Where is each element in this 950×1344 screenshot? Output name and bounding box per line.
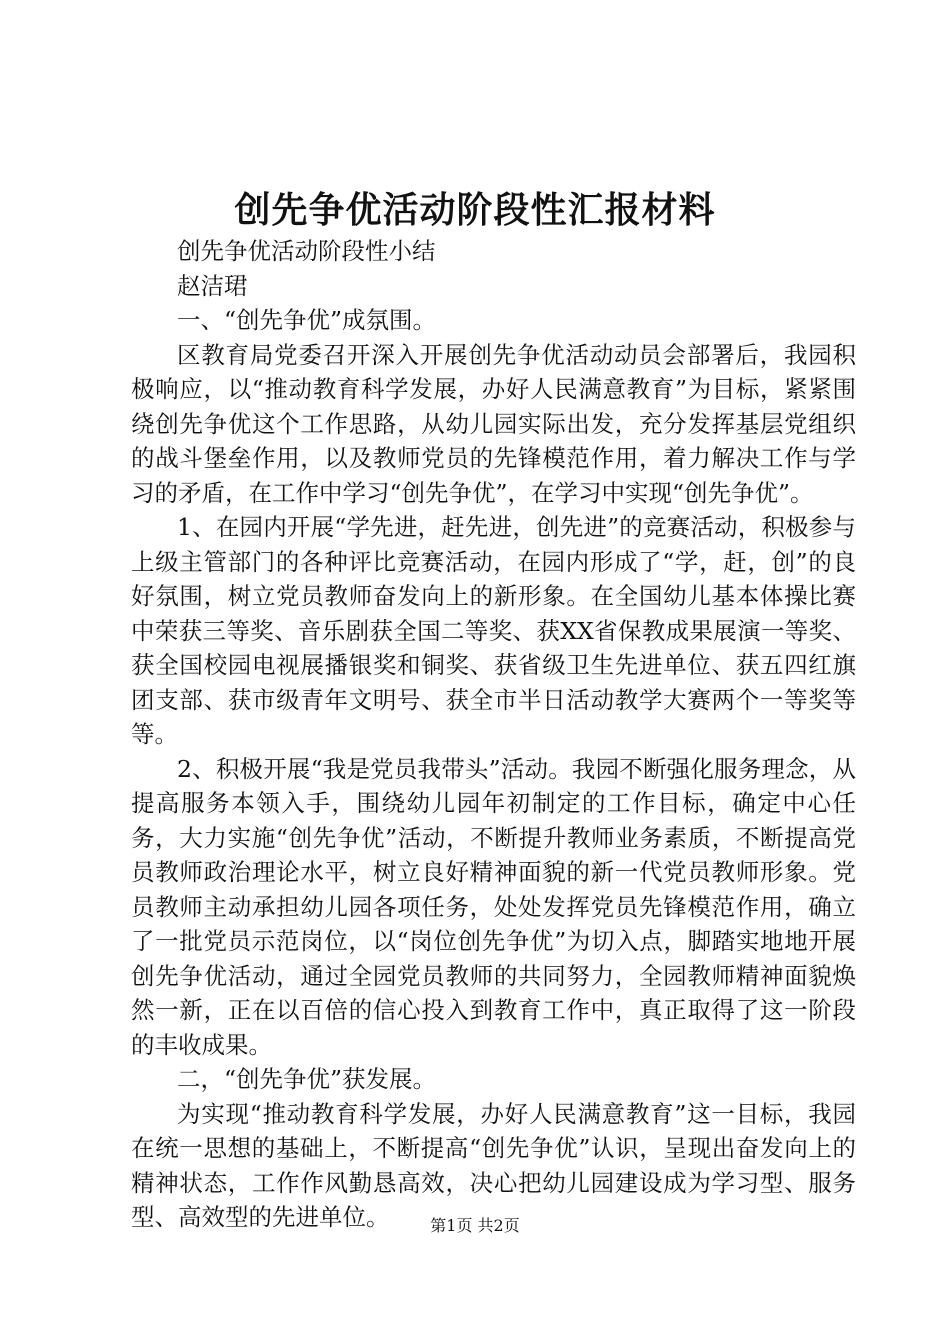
body-paragraph: 区教育局党委召开深入开展创先争优活动动员会部署后，我园积极响应，以“推动教育科学发展，办好人民满意教育”为目标，紧紧围绕创先争优这个工作思路，从幼儿园实际出发，充分发挥基层党组织的战斗堡垒作用，以及教师党员的先锋模范作用，着力解决工作与学习的矛盾，在工作中学习“创先争优”，在学习中实现“创先争优”。 [131, 340, 856, 507]
document-title: 创先争优活动阶段性汇报材料 [234, 189, 716, 231]
section-heading-2: 二，“创先争优”获发展。 [177, 1065, 437, 1093]
subtitle-paragraph: 创先争优活动阶段性小结 [177, 237, 436, 265]
document-body [131, 234, 856, 1235]
section-heading-1: 一、“创先争优”成氛围。 [177, 306, 437, 334]
body-paragraph: 为实现“推动教育科学发展，办好人民满意教育”这一目标，我园在统一思想的基础上，不断提高“创先争优”认识，呈现出奋发向上的精神状态，工作作风勤恳高效，决心把幼儿园建设成为学习型、服务型、高效型的先进单位。 [131, 1099, 856, 1231]
page-number-footer: 第1页 共2页 [430, 1216, 520, 1235]
body-paragraph: 2、积极开展“我是党员我带头”活动。我园不断强化服务理念，从提高服务本领入手，围绕幼儿园年初制定的工作目标，确定中心任务，大力实施“创先争优”活动，不断提升教师业务素质，不断提高党员教师政治理论水平，树立良好精神面貌的新一代党员教师形象。党员教师主动承担幼儿园各项任务，处处发挥党员先锋模范作用，确立了一批党员示范岗位，以“岗位创先争优”为切入点，脚踏实地地开展创先争优活动，通过全园党员教师的共同努力，全园教师精神面貌焕然一新，正在以百倍的信心投入到教育工作中，真正取得了这一阶段的丰收成果。 [131, 754, 856, 1059]
author-paragraph: 赵洁珺 [177, 271, 248, 300]
body-paragraph: 1、在园内开展“学先进，赶先进，创先进”的竞赛活动，积极参与上级主管部门的各种评比竞赛活动，在园内形成了“学，赶，创”的良好氛围，树立党员教师奋发向上的新形象。在全国幼儿基本体操比赛中荣获三等奖、音乐剧获全国二等奖、获XX省保教成果展演一等奖、获全国校园电视展播银奖和铜奖、获省级卫生先进单位、获五四红旗团支部、获市级青年文明号、获全市半日活动教学大赛两个一等奖等等。 [131, 513, 856, 748]
